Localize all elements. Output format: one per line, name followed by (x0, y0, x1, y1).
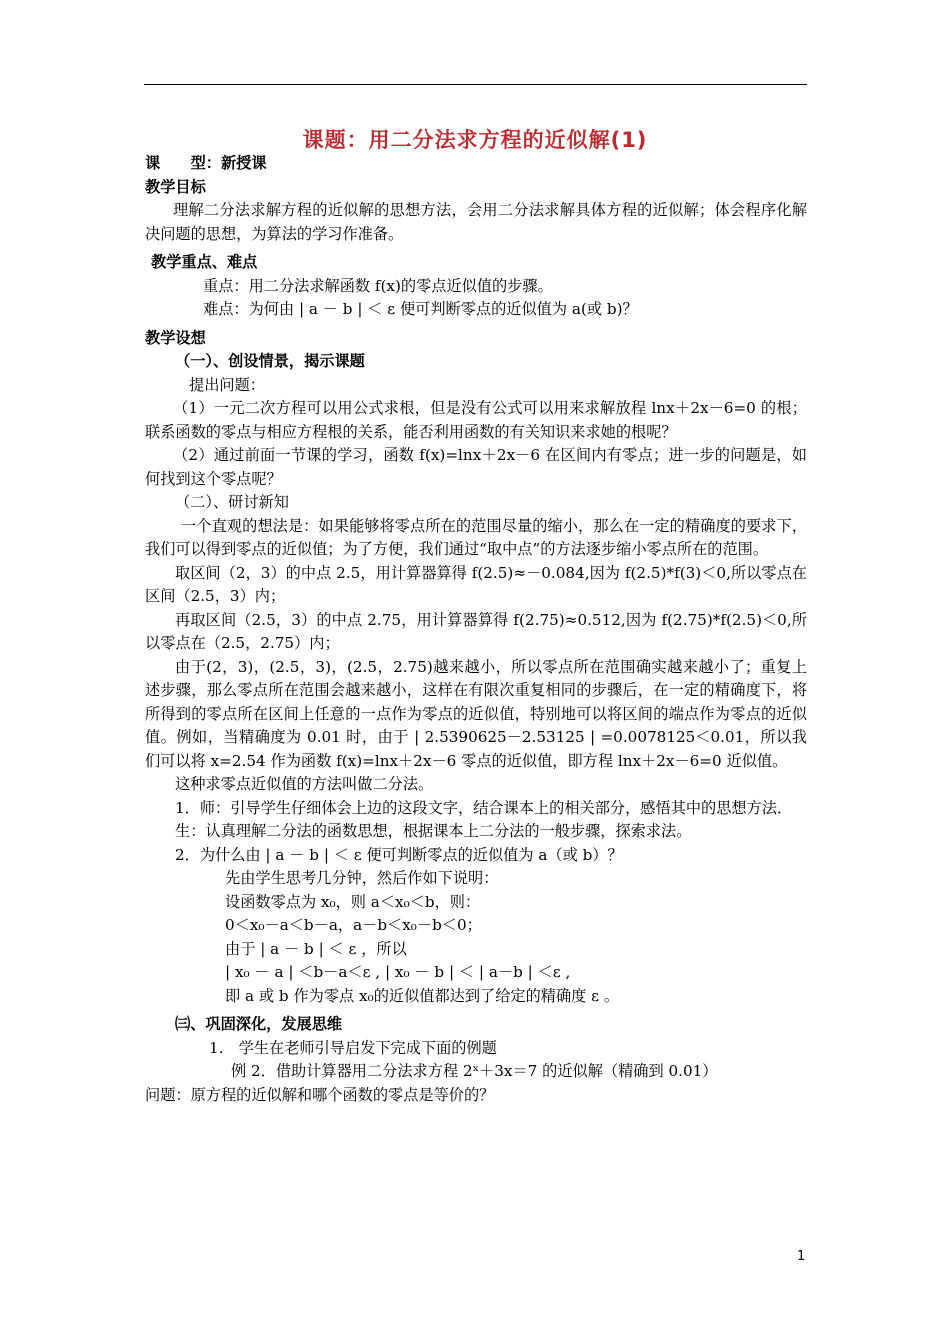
design-heading: 教学设想 (145, 328, 206, 347)
paragraph-repeat: 由于(2，3)，(2.5，3)，(2.5，2.75)越来越小，所以零点所在范围确实越来越小了；重复上述步骤，那么零点所在范围会越来越小，这样在有限次重复相同的步骤后，在一定的精确度下，将所得到的零点所在区间上任意的一点作为零点的近似值，特别地可以将区间的端点作为零点的近似值。例如，当精确度为 0.01 时，由于 | 2.5390625－2.53125 | =0.0078125＜0.01，所以我们可以将 x=2.54 作为函数 f(x)=lnx＋2x－6 零点的近似值，即方程 lnx＋2x－6=0 近似值。 (145, 657, 807, 770)
paragraph-question: 问题：原方程的近似解和哪个函数的零点是等价的？ (145, 1085, 495, 1104)
keypoints-heading: 教学重点、难点 (151, 253, 258, 271)
document-body (145, 152, 807, 1107)
objectives-heading: 教学目标 (145, 177, 206, 196)
paragraph-why: 2．为什么由 | a － b | ＜ ε 便可判断零点的近似值为 a（或 b）？ (175, 845, 623, 864)
paragraph-since: 由于 | a － b | ＜ ε ，所以 (225, 939, 407, 958)
paragraph-think: 先由学生思考几分钟，然后作如下说明： (225, 869, 499, 887)
section3-heading: ㈢、巩固深化，发展思维 (175, 1015, 343, 1033)
paragraph-inequality-2: | x₀ － a | ＜b－a＜ε , | x₀ － b | ＜ | a－b | ＜ε , (225, 963, 571, 981)
page-number: 1 (797, 1249, 806, 1264)
paragraph-student: 生：认真理解二分法的函数思想，根据课本上二分法的一般步骤，探索求法。 (175, 822, 692, 840)
example-2: 例 2．借助计算器用二分法求方程 2ˣ＋3x＝7 的近似解（精确到 0.01） (231, 1062, 718, 1080)
question-1: （1）一元二次方程可以用公式求根，但是没有公式可以用来求解放程 lnx＋2x－6=0 的根；联系函数的零点与相应方程根的关系，能否利用函数的有关知识来求她的根呢？ (145, 399, 807, 441)
difficulty-text: 难点：为何由 | a － b | ＜ ε 便可判断零点的近似值为 a(或 b)？ (203, 300, 638, 318)
paragraph-set-zero: 设函数零点为 x₀，则 a＜x₀＜b，则： (225, 892, 481, 911)
keypoint-text: 重点：用二分法求解函数 f(x)的零点近似值的步骤。 (203, 276, 553, 295)
section1-heading: （一）、创设情景，揭示课题 (175, 352, 365, 370)
paragraph-conclusion: 即 a 或 b 作为零点 x₀的近似值都达到了给定的精确度 ε 。 (225, 986, 620, 1005)
paragraph-bisection-def: 这种求零点近似值的方法叫做二分法。 (175, 775, 434, 793)
raise-question: 提出问题： (189, 375, 265, 394)
paragraph-inequality-1: 0＜x₀－a＜b－a，a－b＜x₀－b＜0； (225, 916, 482, 934)
page-title: 课题：用二分法求方程的近似解(1) (302, 128, 648, 152)
paragraph-step2: 再取区间（2.5，3）的中点 2.75，用计算器算得 f(2.75)≈0.512,因为 f(2.75)*f(2.5)＜0,所以零点在（2.5，2.75）内； (145, 610, 807, 652)
objectives-text: 理解二分法求解方程的近似解的思想方法，会用二分法求解具体方程的近似解；体会程序化解决问题的思想，为算法的学习作准备。 (145, 201, 807, 243)
section2-heading: （二）、研讨新知 (175, 493, 289, 511)
header-rule (144, 84, 807, 85)
paragraph-intuitive: 一个直观的想法是：如果能够将零点所在的范围尽量的缩小，那么在一定的精确度的要求下，我们可以得到零点的近似值；为了方便，我们通过“取中点”的方法逐步缩小零点所在的范围。 (145, 516, 807, 558)
question-2: （2）通过前面一节课的学习，函数 f(x)=lnx＋2x－6 在区间内有零点；进一步的问题是，如何找到这个零点呢？ (145, 446, 807, 488)
paragraph-teacher: 1．师：引导学生仔细体会上边的这段文字，结合课本上的相关部分，感悟其中的思想方法． (175, 798, 793, 817)
course-type: 课 型：新授课 (145, 154, 267, 172)
paragraph-step1: 取区间（2，3）的中点 2.5，用计算器算得 f(2.5)≈－0.084,因为 f(2.5)*f(3)＜0,所以零点在区间（2.5，3）内； (145, 563, 807, 605)
paragraph-exercise: 1. 学生在老师引导启发下完成下面的例题 (209, 1038, 497, 1057)
